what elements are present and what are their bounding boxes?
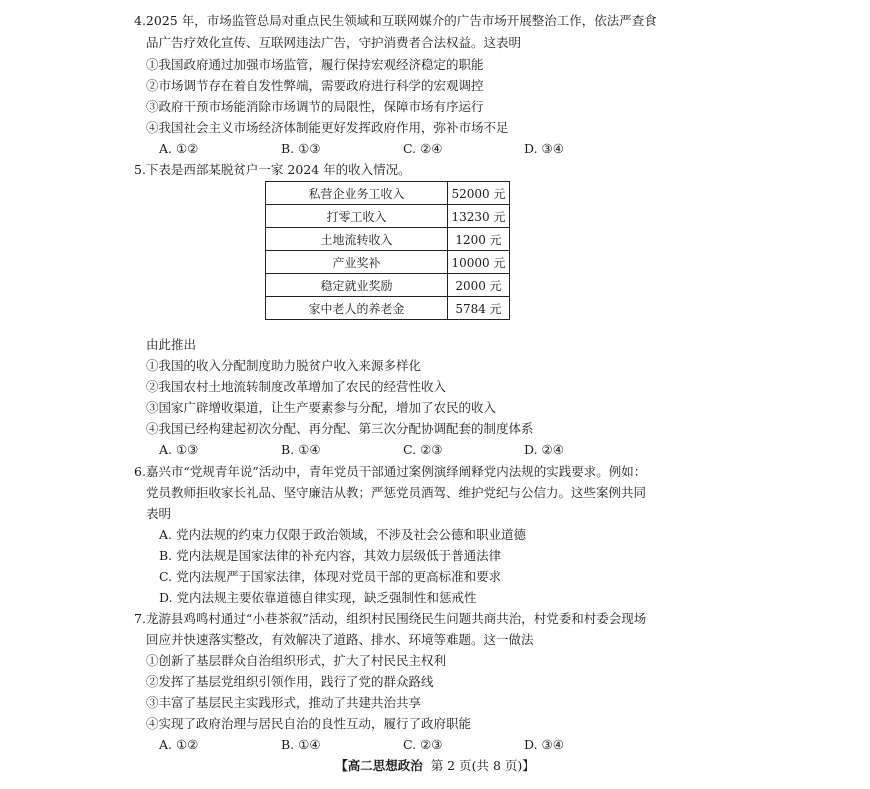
footer-page-number: 第 2 页(共 8 页)】 [430,758,535,773]
q4-option-c[interactable]: C. ②④ [403,141,443,156]
q6-stem-line1: 6.嘉兴市“党规青年说”活动中，青年党员干部通过案例演绎阐释党内法规的实践要求。例如： [134,464,647,479]
q5-lead: 由此推出 [146,337,197,352]
table-row [266,205,510,228]
table-row [266,274,510,297]
table-value: 13230 元 [448,205,510,228]
q4-option-b[interactable]: B. ①③ [281,141,321,156]
q7-option-d[interactable]: D. ③④ [524,737,564,752]
page-footer [0,756,870,774]
footer-subject: 【高二思想政治 [335,758,423,773]
table-item: 打零工收入 [266,205,448,228]
income-table [265,181,510,320]
q4-statement-2: ②市场调节存在着自发性弊端，需要政府进行科学的宏观调控 [146,78,484,93]
q4-stem-line1: 4.2025 年，市场监管总局对重点民生领域和互联网媒介的广告市场开展整治工作，依法严查食 [134,13,657,28]
q6-option-d[interactable]: D. 党内法规主要依靠道德自律实现，缺乏强制性和惩戒性 [159,590,477,605]
q7-option-b[interactable]: B. ①④ [281,737,321,752]
table-row [266,228,510,251]
q6-stem-line2: 党员教师拒收家长礼品、坚守廉洁从教；严惩党员酒驾、维护党纪与公信力。这些案例共同 [146,485,647,500]
table-item: 产业奖补 [266,251,448,274]
q5-option-b[interactable]: B. ①④ [281,442,321,457]
table-item: 土地流转收入 [266,228,448,251]
table-row [266,297,510,320]
q4-stem-line2: 品广告疗效化宣传、互联网违法广告，守护消费者合法权益。这表明 [146,35,522,50]
q5-statement-2: ②我国农村土地流转制度改革增加了农民的经营性收入 [146,379,447,394]
table-value: 1200 元 [448,228,510,251]
q6-option-b[interactable]: B. 党内法规是国家法律的补充内容，其效力层级低于普通法律 [159,548,502,563]
table-value: 2000 元 [448,274,510,297]
q5-option-d[interactable]: D. ②④ [524,442,564,457]
table-item: 私营企业务工收入 [266,182,448,205]
q4-statement-1: ①我国政府通过加强市场监管，履行保持宏观经济稳定的职能 [146,57,484,72]
q7-stem-line1: 7.龙游县鸡鸣村通过“小巷茶叙”活动，组织村民围绕民生问题共商共治，村党委和村委会现场 [134,611,647,626]
table-item: 稳定就业奖励 [266,274,448,297]
q7-option-c[interactable]: C. ②③ [403,737,443,752]
table-row [266,182,510,205]
q5-statement-1: ①我国的收入分配制度助力脱贫户收入来源多样化 [146,358,422,373]
table-value: 5784 元 [448,297,510,320]
q4-statement-3: ③政府干预市场能消除市场调节的局限性，保障市场有序运行 [146,99,484,114]
table-value: 52000 元 [448,182,510,205]
q5-option-c[interactable]: C. ②③ [403,442,443,457]
q7-option-a[interactable]: A. ①② [159,737,199,752]
q5-option-a[interactable]: A. ①③ [159,442,199,457]
q4-option-a[interactable]: A. ①② [159,141,199,156]
q7-statement-3: ③丰富了基层民主实践形式，推动了共建共治共享 [146,695,422,710]
table-value: 10000 元 [448,251,510,274]
q6-option-a[interactable]: A. 党内法规的约束力仅限于政治领域，不涉及社会公德和职业道德 [159,527,526,542]
q7-statement-4: ④实现了政府治理与居民自治的良性互动，履行了政府职能 [146,716,472,731]
q7-stem-line2: 回应并快速落实整改，有效解决了道路、排水、环境等难题。这一做法 [146,632,534,647]
q7-statement-1: ①创新了基层群众自治组织形式，扩大了村民民主权利 [146,653,447,668]
q6-option-c[interactable]: C. 党内法规严于国家法律，体现对党员干部的更高标准和要求 [159,569,502,584]
table-item: 家中老人的养老金 [266,297,448,320]
q4-statement-4: ④我国社会主义市场经济体制能更好发挥政府作用，弥补市场不足 [146,120,509,135]
q4-option-d[interactable]: D. ③④ [524,141,564,156]
q5-statement-4: ④我国已经构建起初次分配、再分配、第三次分配协调配套的制度体系 [146,421,534,436]
table-row [266,251,510,274]
q6-stem-line3: 表明 [146,506,172,521]
q5-stem: 5.下表是西部某脱贫户一家 2024 年的收入情况。 [134,162,411,177]
q7-statement-2: ②发挥了基层党组织引领作用，践行了党的群众路线 [146,674,434,689]
q5-statement-3: ③国家广辟增收渠道，让生产要素参与分配，增加了农民的收入 [146,400,497,415]
